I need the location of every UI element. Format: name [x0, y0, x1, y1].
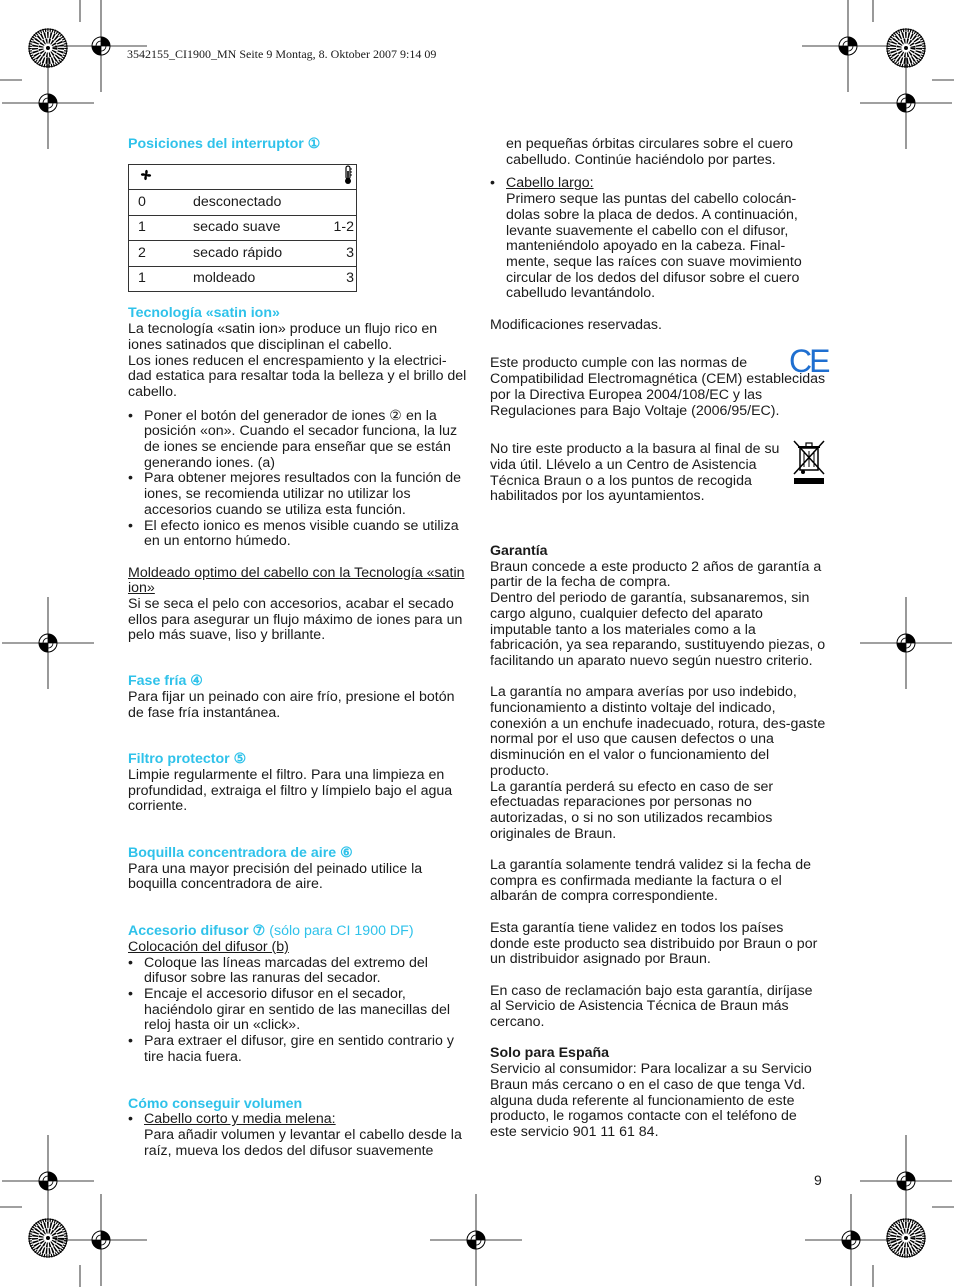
garantia-paragraph: La garantía no ampara averías por uso indebido, funcionamiento a distinto voltaje del indicado, conexión a un enchufe inadecuado, rotura, des-gaste normal por el uso que causen defectos o una disminución en el valor o funcionamiento del producto. — [490, 684, 826, 779]
weee-section — [490, 442, 826, 505]
satin-list — [128, 409, 468, 550]
list-item: • Poner el botón del generador de iones ② en la posición «on». Cuando el secador funciona, la luz de iones se enciende para enseñar que se están generando iones. (a) — [128, 409, 468, 472]
fan-icon — [129, 164, 194, 190]
right-column — [490, 137, 826, 1141]
ce-text: Este producto cumple con las normas de Compatibilidad Electromagnética (CEM) establecidas por la Directiva Europea 2004/108/EC y las Regulaciones para Bajo Voltaje (2006/95/EC). — [490, 355, 826, 419]
list-item: • Encaje el accesorio difusor en el secador, haciéndolo girar en sentido de las manecillas del reloj hasta oir un «click». — [128, 987, 468, 1034]
garantia-paragraph: La garantía solamente tendrá validez si la fecha de compra es confirmada mediante la factura o el albarán de compra correspondiente. — [490, 857, 811, 905]
moldeado-title: Moldeado optimo del cabello con la Tecnología «satin ion» — [128, 564, 465, 597]
modifications-note: Modificaciones reservadas. — [490, 316, 662, 333]
ce-section — [490, 343, 828, 419]
satin-paragraph: La tecnología «satin ion» produce un flujo rico en iones satinados que disciplinan el cabello. — [128, 321, 438, 353]
page-number: 9 — [814, 1172, 822, 1188]
switch-row: 1 secado suave 1-2 — [129, 215, 357, 241]
espana-heading: Solo para España — [490, 1045, 610, 1062]
satin-heading: Tecnología «satin ion» — [128, 305, 280, 322]
switch-row: 1 moldeado 3 — [129, 266, 357, 292]
thermometer-icon — [324, 164, 357, 190]
boquilla-text: Para una mayor precisión del peinado utilice la boquilla concentradora de aire. — [128, 860, 423, 893]
difusor-heading: Accesorio difusor ⑦ (sólo para CI 1900 DF) — [128, 923, 414, 940]
list-item: • El efecto ionico es menos visible cuando se utiliza en un entorno húmedo. — [128, 519, 468, 550]
difusor-list — [128, 956, 468, 1066]
list-item: • Coloque las líneas marcadas del extremo del difusor sobre las ranuras del secador. — [128, 956, 468, 987]
switch-row: 2 secado rápido 3 — [129, 241, 357, 267]
list-item: • Cabello largo: Primero seque las puntas del cabello colocán-dolas sobre la placa de dedos. A continuación, levante suavemente el cabello con el difusor, manteniéndolo apoyado en la cabeza. Final-mente, seque las raíces con suave movimiento circular de los dedos del difusor sobre el cuero cabelludo levantándolo. — [490, 176, 826, 302]
list-item: • Para extraer el difusor, gire en sentido contrario y tire hacia fuera. — [128, 1034, 468, 1065]
volumen-heading: Cómo conseguir volumen — [128, 1095, 303, 1112]
garantia-paragraph: Esta garantía tiene validez en todos los países donde este producto sea distribuido por Braun o por un distribuidor asignado por Braun. — [490, 919, 818, 968]
garantia-paragraph: En caso de reclamación bajo esta garantía, diríjase al Servicio de Asistencia Técnica de Braun más cercano. — [490, 982, 813, 1031]
switch-row: 0 desconectado — [129, 190, 357, 216]
ce-mark: CE — [789, 343, 828, 380]
garantia-paragraph: La garantía perderá su efecto en caso de ser efectuadas reparaciones por personas no autorizadas, o si no son utilizados recambios originales de Braun. — [490, 778, 774, 842]
list-item: • Cabello corto y media melena: Para añadir volumen y levantar el cabello desde la raíz, mueva los dedos del difusor suavemente — [128, 1112, 468, 1159]
list-item: • Para obtener mejores resultados con la función de iones, se recomienda utilizar no utilizar los accesorios cuando se utiliza esta función. — [128, 471, 468, 518]
filtro-heading: Filtro protector ⑤ — [128, 751, 247, 768]
espana-text: Servicio al consumidor: Para localizar a su Servicio Braun más cercano o en el caso de que tenga Vd. alguna duda referente al funcionamiento de este producto, le rogamos contacte con el teléfono de este servicio 901 11 61 84. — [490, 1061, 812, 1140]
print-header: 3542155_CI1900_MN Seite 9 Montag, 8. Oktober 2007 9:14 09 — [127, 47, 437, 61]
volumen-list — [128, 1112, 468, 1159]
switch-table — [128, 164, 357, 293]
fase-text: Para fijar un peinado con aire frío, presione el botón de fase fría instantánea. — [128, 688, 455, 721]
volumen-list-2 — [490, 176, 826, 302]
boquilla-heading: Boquilla concentradora de aire ⑥ — [128, 845, 353, 862]
filtro-text: Limpie regularmente el filtro. Para una limpieza en profundidad, extraiga el filtro y límpielo bajo el agua corriente. — [128, 766, 453, 815]
left-column — [128, 137, 468, 1159]
garantia-heading: Garantía — [490, 543, 548, 560]
weee-text: No tire este producto a la basura al final de su vida útil. Llévelo a un Centro de Asistencia Técnica Braun o a los puntos de recogida habilitados por los ayuntamientos. — [490, 441, 780, 505]
volumen-continued: en pequeñas órbitas circulares sobre el cuero cabelludo. Continúe haciéndolo por partes. — [506, 136, 794, 168]
fase-heading: Fase fría ④ — [128, 673, 204, 690]
switch-table-header — [129, 164, 357, 190]
difusor-subtitle: Colocación del difusor (b) — [128, 938, 289, 955]
crossed-bin-icon — [791, 438, 827, 486]
garantia-paragraph: Braun concede a este producto 2 años de garantía a partir de la fecha de compra. — [490, 558, 822, 591]
garantia-paragraph: Dentro del periodo de garantía, subsanaremos, sin cargo alguno, cualquier defecto del aparato imputable tanto a los materiales como a la fabricación, ya sea reparando, sustituyendo piezas, o facilitando un aparato nuevo según nuestro criterio. — [490, 590, 826, 669]
switch-heading: Posiciones del interruptor ① — [128, 136, 321, 152]
moldeado-text: Si se seca el pelo con accesorios, acabar el secado ellos para asegurar un flujo máximo de iones para un pelo más suave, liso y brillante. — [128, 596, 463, 644]
satin-paragraph: Los iones reducen el encrespamiento y la electrici-dad estatica para resaltar toda la belleza y el brillo del cabello. — [128, 352, 467, 400]
